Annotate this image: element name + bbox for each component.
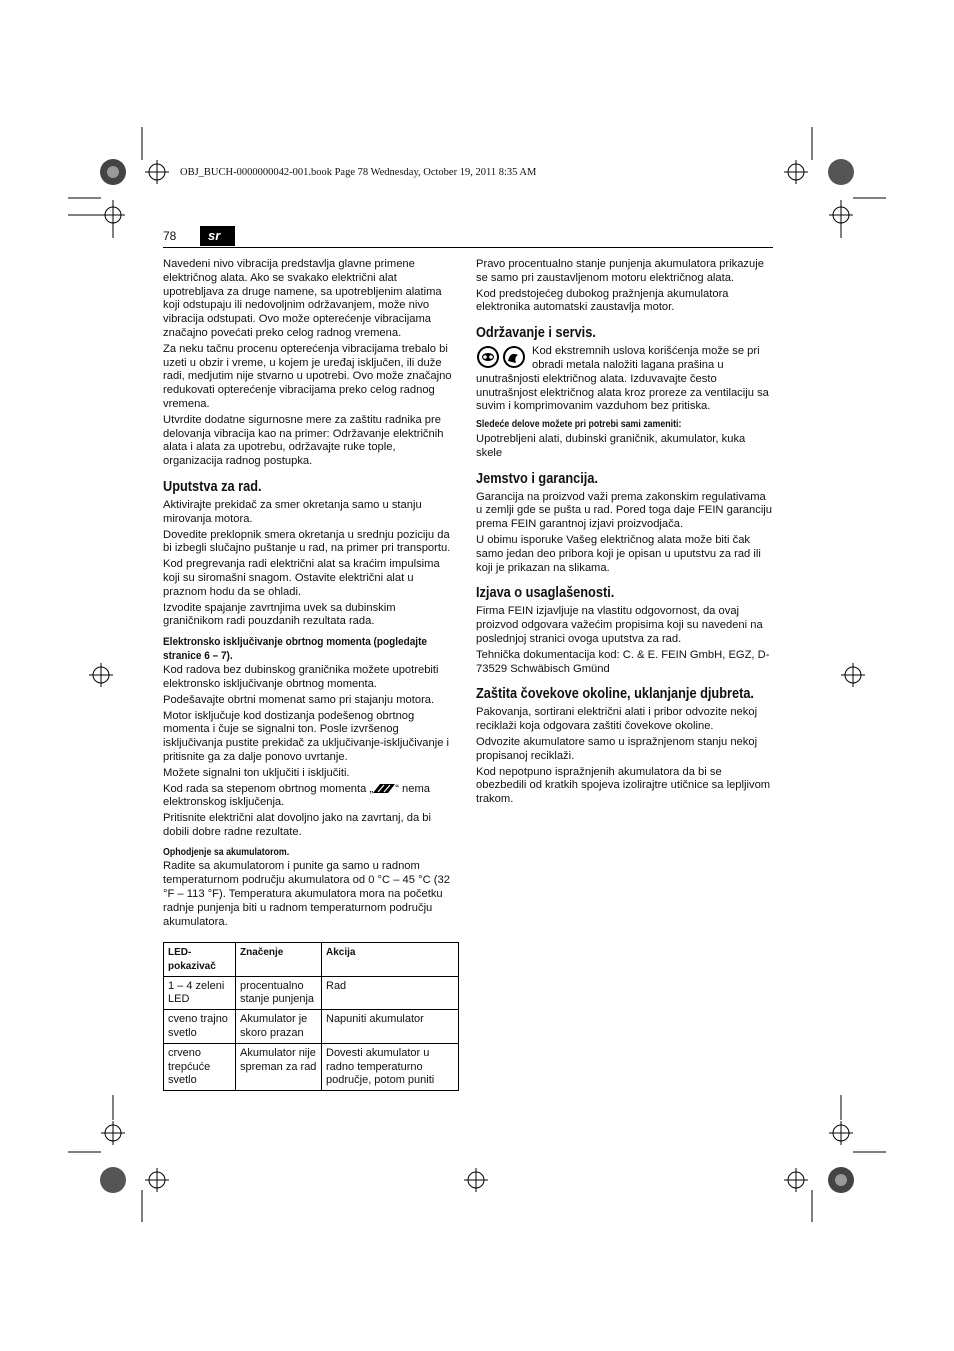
paragraph: Kod radova bez dubinskog graničnika možete upotrebiti elektronsko isključivanje obrtnog momenta. (163, 664, 439, 690)
language-tab: sr (200, 226, 235, 246)
table-cell: crveno trepćuće svetlo (164, 1043, 236, 1090)
table-header: Značenje (236, 943, 322, 977)
table-cell: Akumulator je skoro prazan (236, 1010, 322, 1044)
service-icons (476, 345, 530, 372)
table-row (164, 1043, 459, 1090)
table-cell: Rad (322, 976, 459, 1010)
paragraph: Odvozite akumulatore samo u ispražnjenom stanju nekoj propisanoj reciklaži. (476, 735, 758, 762)
paragraph: U obimu isporuke Vašeg električnog alata može biti čak samo jedan deo pribora koji je opisan u uputstvu za rad ili koji je prikazan na slikama. (476, 533, 761, 574)
subsection-title-torque: Elektronsko isključivanje obrtnog momenta (pogledajte stranice 6 – 7). (163, 636, 428, 663)
paragraph: Upotrebljeni alati, dubinski graničnik, akumulator, kuka skele (476, 432, 746, 459)
table-cell: 1 – 4 zeleni LED (164, 976, 236, 1010)
table-cell: cveno trajno svetlo (164, 1010, 236, 1044)
service-block (476, 345, 772, 414)
paragraph: Izvodite spajanje zavrtnjima uvek sa dubinskim graničnikom radi pouzdanih rezultata rada. (163, 601, 396, 628)
table-row (164, 1010, 459, 1044)
paragraph: Radite sa akumulatorom i punite ga samo u radnom temperaturnom području akumulatora od 0 °C – 45 °C (32 °F – 113 °F). Temperatura akumulatora mora na početku radnje punjenja biti u radnom temperaturnom području akumulatora. (163, 860, 450, 928)
table-row (164, 976, 459, 1010)
paragraph: Pritisnite električni alat dovoljno jako na zavrtanj, da bi dobili dobre radne rezultate. (163, 812, 432, 838)
page-number: 78 (163, 229, 177, 243)
section-title-environment: Zaštita čovekove okoline, uklanjanje djubreta. (476, 686, 754, 703)
paragraph: Možete signalni ton uključiti i isključiti. (163, 766, 350, 779)
subsection-title-battery: Ophodjenje sa akumulatorom. (163, 846, 290, 858)
section-title-conformity: Izjava o usaglašenosti. (476, 585, 615, 602)
paragraph: Kod predstojećeg dubokog pražnjenja akumulatora elektronika automatski zaustavlja motor. (476, 287, 729, 314)
paragraph: Dovedite preklopnik smera okretanja u srednju poziciju da bi izbegli slučajno puštanje u rad, na primer pri transportu. (163, 528, 451, 555)
section-title-work: Uputstva za rad. (163, 478, 262, 495)
table-cell: Akumulator nije spreman za rad (236, 1043, 322, 1090)
table-header-row (164, 943, 459, 977)
paragraph: Utvrdite dodatne sigurnosne mere za zaštitu radnika pre delovanja vibracija kao na primer: Održavanje električnih alata i alata za upotrebu, održavajte ruke tople, organizacija radnog postupka. (163, 413, 444, 468)
table-header: Akcija (322, 943, 459, 977)
paragraph: Za neku tačnu procenu opterećenja vibracijama trebalo bi uzeti u obzir i vreme, u kojem je uređaj isključen, ili duže radi, medjutim nije stvarno u upotrebi. Ovo može značajno redukovati opterećenje vibracijama preko celog radnog vremena. (163, 342, 452, 410)
section-title-warranty: Jemstvo i garancija. (476, 470, 598, 487)
paragraph: Motor isključuje kod dostizanja podešenog obrtnog momenta i čuje se signalni ton. Posle izvršenog isključivanja pustite prekidač za uključivanje-isključivanje i pritisnite ga za dalje ponovo uvrtanje. (163, 709, 450, 763)
header-rule (163, 247, 773, 248)
led-table (163, 942, 459, 1091)
paragraph-torque-step (163, 783, 457, 811)
table-cell: procentualno stanje punjenja (236, 976, 322, 1010)
print-header: OBJ_BUCH-0000000042-001.book Page 78 Wednesday, October 19, 2011 8:35 AM (180, 167, 537, 178)
paragraph: Kod nepotpuno ispražnjenih akumulatora da bi se obezbedili od kratkih spojeva izolirajtre utičnice sa lepljivom trakom. (476, 765, 771, 806)
paragraph: Garancija na proizvod važi prema zakonskim regulativama u zemlji gde se pušta u rad. Pored toga daje FEIN garanciju prema FEIN garantnoj izjavi proizvodjača. (476, 490, 773, 531)
paragraph: Kod pregrevanja radi električni alat sa kraćim impulsima koji su siromašni snagom. Ostavite električni alat u praznom hodu da se ohladi. (163, 558, 440, 598)
subsection-title-parts: Sledeće delove možete pri potrebi sami zameniti: (476, 419, 682, 431)
paragraph: Firma FEIN izjavljuje na vlastitu odgovornost, da ovaj proizvod odgovara važećim propisima koji su navedeni na poslednjoj stranici ovoga uputstva za rad. (476, 605, 763, 645)
paragraph: Pravo procentualno stanje punjenja akumulatora prikazuje se samo pri zaustavljenom motoru električnog alata. (476, 258, 764, 284)
paragraph: Pakovanja, sortirani električni alati i pribor odvozite nekoj reciklaži koja odgovara zaštiti čovekove okoline. (476, 706, 758, 733)
right-column (476, 258, 772, 809)
paragraph: Podešavajte obrtni momenat samo pri stajanju motora. (163, 693, 435, 706)
left-column (163, 258, 457, 931)
paragraph: Aktivirajte prekidač za smer okretanja samo u stanju mirovanja motora. (163, 498, 422, 525)
drill-mode-icon (373, 784, 395, 793)
section-title-service: Održavanje i servis. (476, 325, 596, 342)
text: “ nema elektronskog isključenja. (163, 782, 431, 809)
table-cell: Dovesti akumulator u radno temperaturno područje, potom puniti (322, 1043, 459, 1090)
paragraph: Tehnička dokumentacija kod: C. & E. FEIN GmbH, EGZ, D-73529 Schwäbisch Gmünd (476, 648, 770, 675)
safety-goggles-ear-icon (476, 345, 528, 371)
table-cell: Napuniti akumulator (322, 1010, 459, 1044)
paragraph: Navedeni nivo vibracija predstavlja glavne primene električnog alata. Ako se svakako električni alat upotrebljava za druge namene, sa upotrebljenim alatima koji odstupaju ili nedovoljnim održavanjem, može nivo vibracija odstupati. Ovo može opterećenje vibracijama značajno povećati preko celog radnog vremena. (163, 258, 442, 339)
table-header: LED-pokazivač (164, 943, 236, 977)
text: Kod rada sa stepenom obrtnog momenta „ (163, 782, 374, 795)
paragraph: Kod ekstremnih uslova korišćenja može se pri obradi metala naložiti lagana prašina u unutrašnjosti električnog alata. Izduvavajte često unutrašnjost električnog alata kroz proreze za ventilaciju sa suvim i komprimovanim vazduhom bez pritiska. (476, 345, 769, 413)
